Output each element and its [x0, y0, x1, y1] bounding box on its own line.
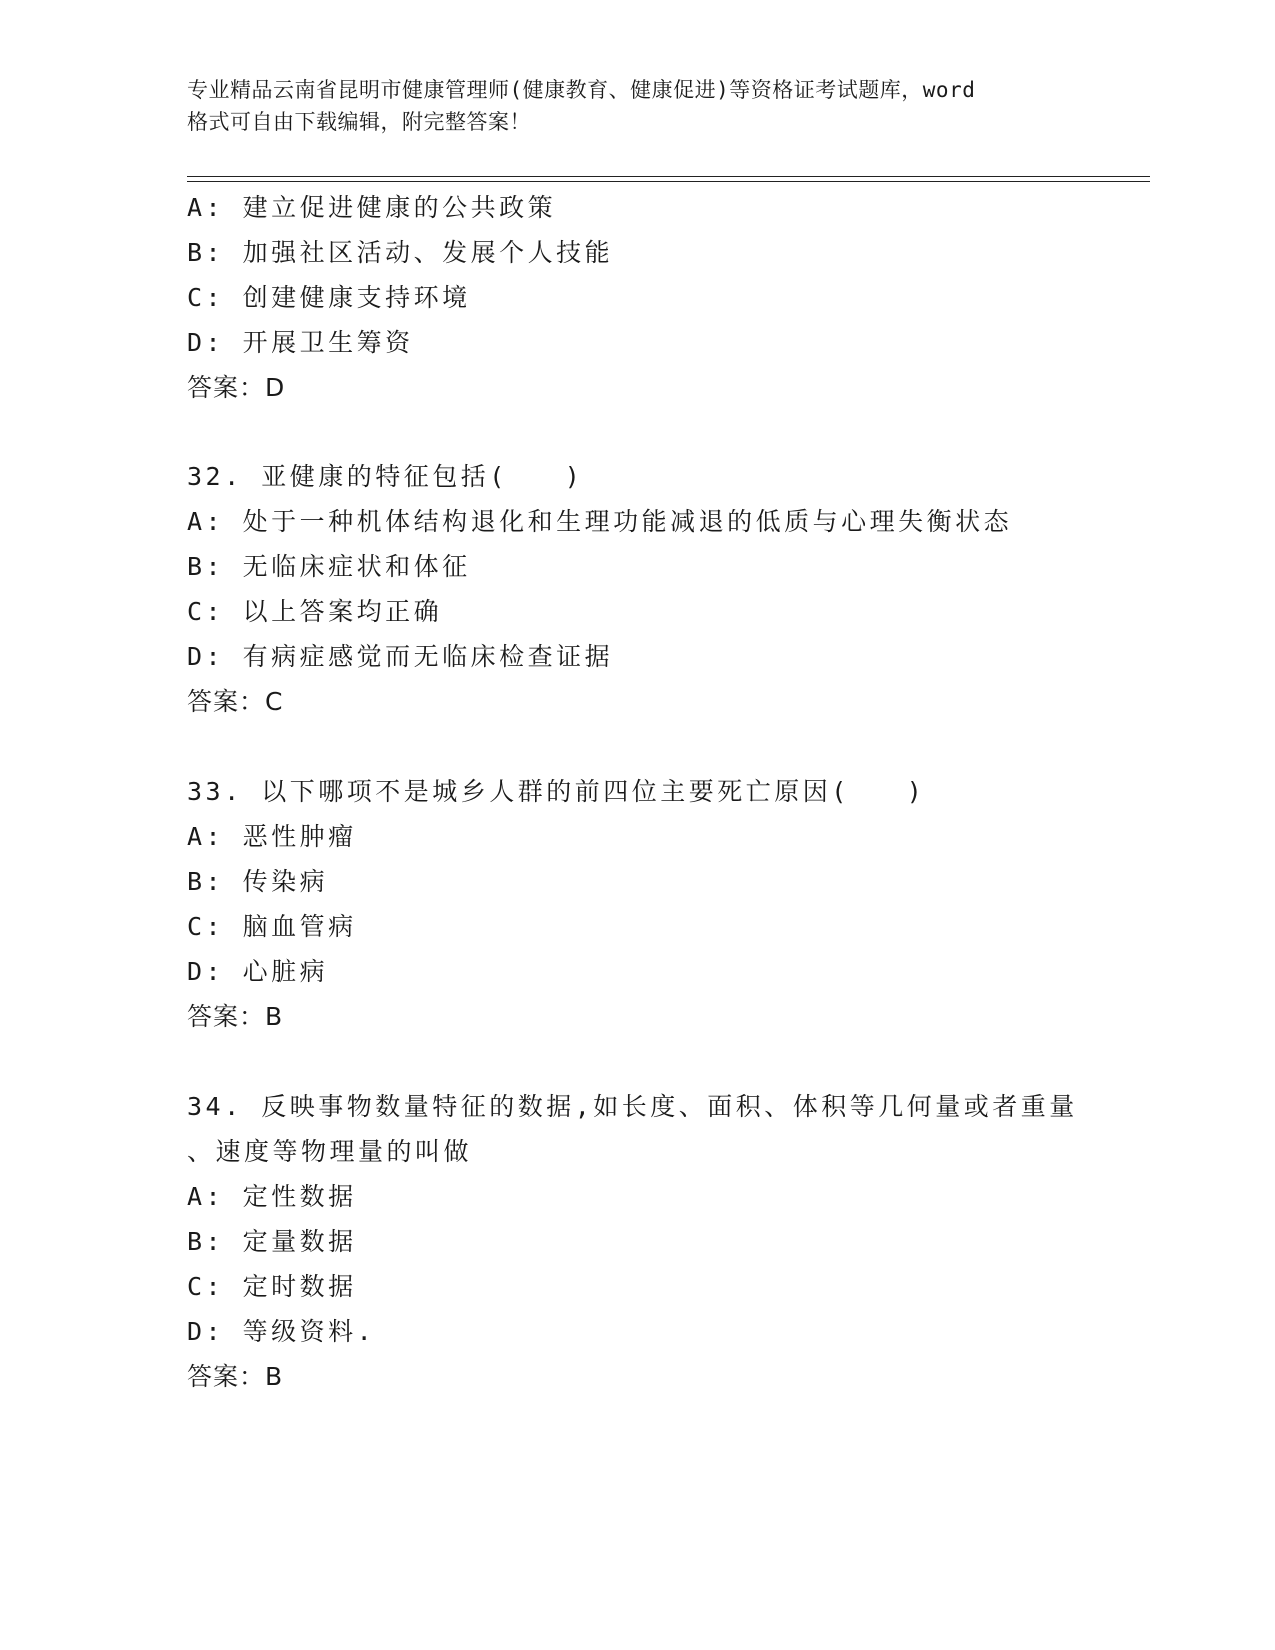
q34-question-line-1: 34. 反映事物数量特征的数据,如长度、面积、体积等几何量或者重量 [187, 1092, 1078, 1121]
q33-question: 33. 以下哪项不是城乡人群的前四位主要死亡原因( ) [187, 777, 926, 806]
q31-answer: 答案：D [187, 373, 286, 402]
q32-option-b: B: 无临床症状和体征 [187, 552, 471, 581]
header-rule-bottom [187, 181, 1150, 182]
q32-answer: 答案：C [187, 687, 284, 716]
q31-option-d: D: 开展卫生筹资 [187, 328, 414, 357]
header-line-1: 专业精品云南省昆明市健康管理师(健康教育、健康促进)等资格证考试题库，word [187, 78, 976, 102]
q34-answer: 答案：B [187, 1362, 284, 1391]
q31-option-c: C: 创建健康支持环境 [187, 283, 471, 312]
q32-option-d: D: 有病症感觉而无临床检查证据 [187, 642, 614, 671]
q34-option-a: A: 定性数据 [187, 1182, 357, 1211]
q32-question: 32. 亚健康的特征包括( ) [187, 462, 584, 491]
q33-option-c: C: 脑血管病 [187, 912, 357, 941]
q34-option-c: C: 定时数据 [187, 1272, 357, 1301]
q33-option-a: A: 恶性肿瘤 [187, 822, 357, 851]
header-line-2: 格式可自由下载编辑，附完整答案！ [187, 110, 531, 134]
q32-option-a: A: 处于一种机体结构退化和生理功能减退的低质与心理失衡状态 [187, 507, 1013, 536]
q31-option-b: B: 加强社区活动、发展个人技能 [187, 238, 614, 267]
q34-question-line-2: 、速度等物理量的叫做 [187, 1137, 473, 1166]
q34-option-d: D: 等级资料. [187, 1317, 376, 1346]
header-rule-top [187, 176, 1150, 177]
q31-option-a: A: 建立促进健康的公共政策 [187, 193, 557, 222]
q33-option-d: D: 心脏病 [187, 957, 329, 986]
document-header [187, 74, 1087, 138]
q32-option-c: C: 以上答案均正确 [187, 597, 443, 626]
q33-answer: 答案：B [187, 1002, 284, 1031]
q34-option-b: B: 定量数据 [187, 1227, 357, 1256]
q33-option-b: B: 传染病 [187, 867, 329, 896]
